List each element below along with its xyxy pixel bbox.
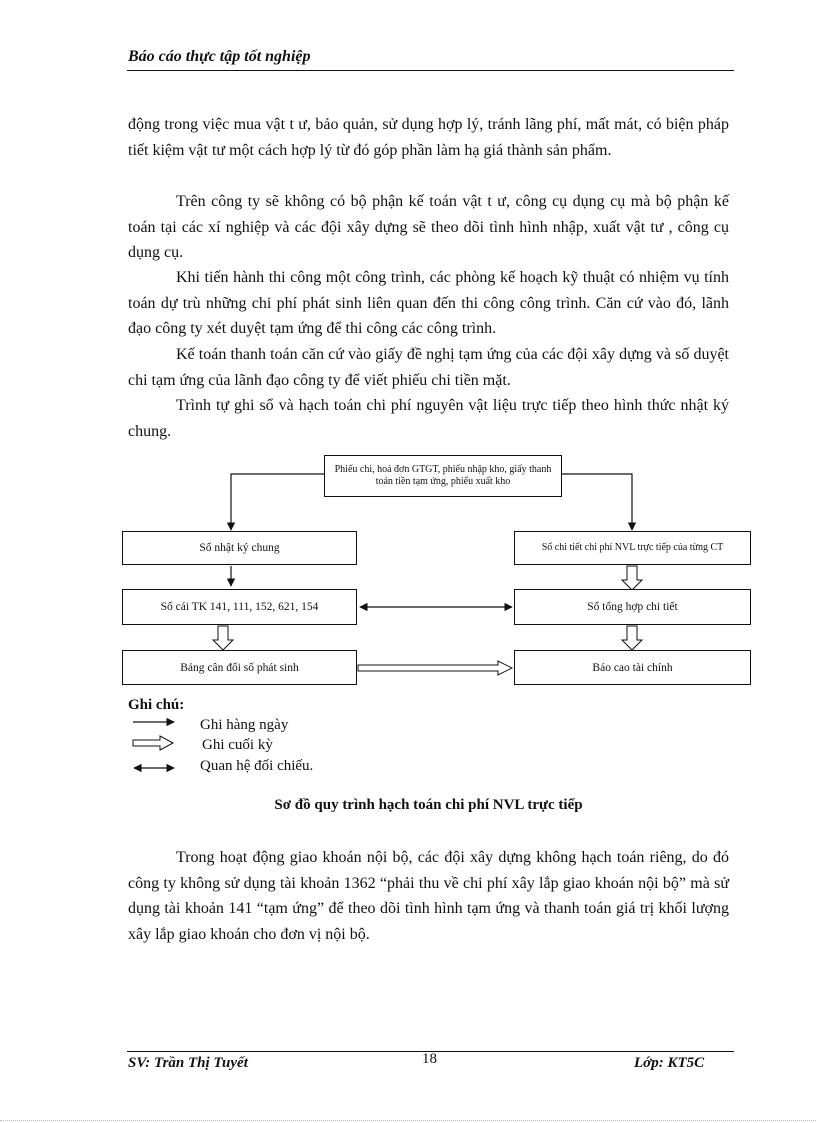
diagram-caption: Sơ đồ quy trình hạch toán chi phí NVL trực tiếp [274, 797, 583, 813]
arrow-source-to-journal [231, 474, 324, 530]
trial-balance-box: Bảng cân đối số phát sinh [122, 650, 357, 685]
summary-detail-box: Sổ tổng hợp chi tiết [514, 589, 751, 625]
paragraph-5: Trình tự ghi sổ và hạch toán chi phí nguyên vật liệu trực tiếp theo hình thức nhật ký chung. [128, 397, 729, 440]
paragraph-3: Khi tiến hành thi công một công trình, các phòng kế hoạch kỹ thuật có nhiệm vụ tính toán dự trù những chi phí phát sinh liên quan đến thi công công trình. Căn cứ vào đó, lãnh đạo công ty xét duyệt tạm ứng để thi công các công trình. [128, 269, 729, 337]
legend-title: Ghi chú: [128, 697, 185, 713]
footer-class: Lớp: KT5C [634, 1055, 705, 1071]
legend-reconcile: Quan hệ đối chiếu. [200, 758, 314, 774]
paragraph-4: Kế toán thanh toán căn cứ vào giấy đề nghị tạm ứng của các đội xây dựng và số duyệt chi tạm ứng của lãnh đạo công ty để viết phiếu chi tiền mặt. [128, 346, 729, 389]
closing-paragraph: Trong hoạt động giao khoán nội bộ, các đội xây dựng không hạch toán riêng, do đó công ty không sử dụng tài khoản 1362 “phải thu về chi phí xây lắp giao khoán nội bộ” mà sử dụng tài khoản 141 “tạm ứng” để theo dõi tình hình tạm ứng và thanh toán giá trị khối lượng xây lắp giao khoán cho đơn vị nội bộ. [128, 849, 729, 943]
hollow-arrow-summary-to-report [622, 626, 642, 650]
hollow-arrow-detail-to-summary [622, 566, 642, 590]
header-title: Báo cáo thực tập tốt nghiệp [128, 48, 311, 65]
financial-report-box: Báo cao tài chính [514, 650, 751, 685]
page-number: 18 [422, 1051, 437, 1067]
page-bottom-border [0, 1120, 816, 1121]
detail-ledger-box: Sổ chi tiết chi phí NVL trực tiếp của từng CT [514, 531, 751, 565]
footer-student: SV: Trần Thị Tuyết [128, 1055, 248, 1071]
paragraph-1: động trong việc mua vật t ư, bảo quản, sử dụng hợp lý, tránh lãng phí, mất mát, có biện pháp tiết kiệm vật tư một cách hợp lý từ đó góp phần làm hạ giá thành sản phẩm. [128, 116, 729, 159]
general-ledger-box: Sổ cái TK 141, 111, 152, 621, 154 [122, 589, 357, 625]
hollow-arrow-balance-to-report [358, 661, 512, 675]
legend-hollow-arrow-icon [133, 736, 173, 750]
hollow-arrow-ledger-to-balance [213, 626, 233, 650]
source-documents-box: Phiếu chi, hoá đơn GTGT, phiếu nhập kho, giấy thanh toán tiền tạm ứng, phiếu xuất kho [324, 455, 562, 497]
general-journal-box: Sổ nhật ký chung [122, 531, 357, 565]
paragraph-2: Trên công ty sẽ không có bộ phận kế toán vật t ư, công cụ dụng cụ mà bộ phận kế toán tại các xí nghiệp và các đội xây dựng sẽ theo dõi tình hình nhập, xuất vật tư , công cụ dụng cụ. [128, 193, 729, 261]
arrow-source-to-detail [562, 474, 632, 530]
legend-period-end: Ghi cuối kỳ [202, 737, 273, 753]
legend-daily: Ghi hàng ngày [200, 717, 289, 733]
